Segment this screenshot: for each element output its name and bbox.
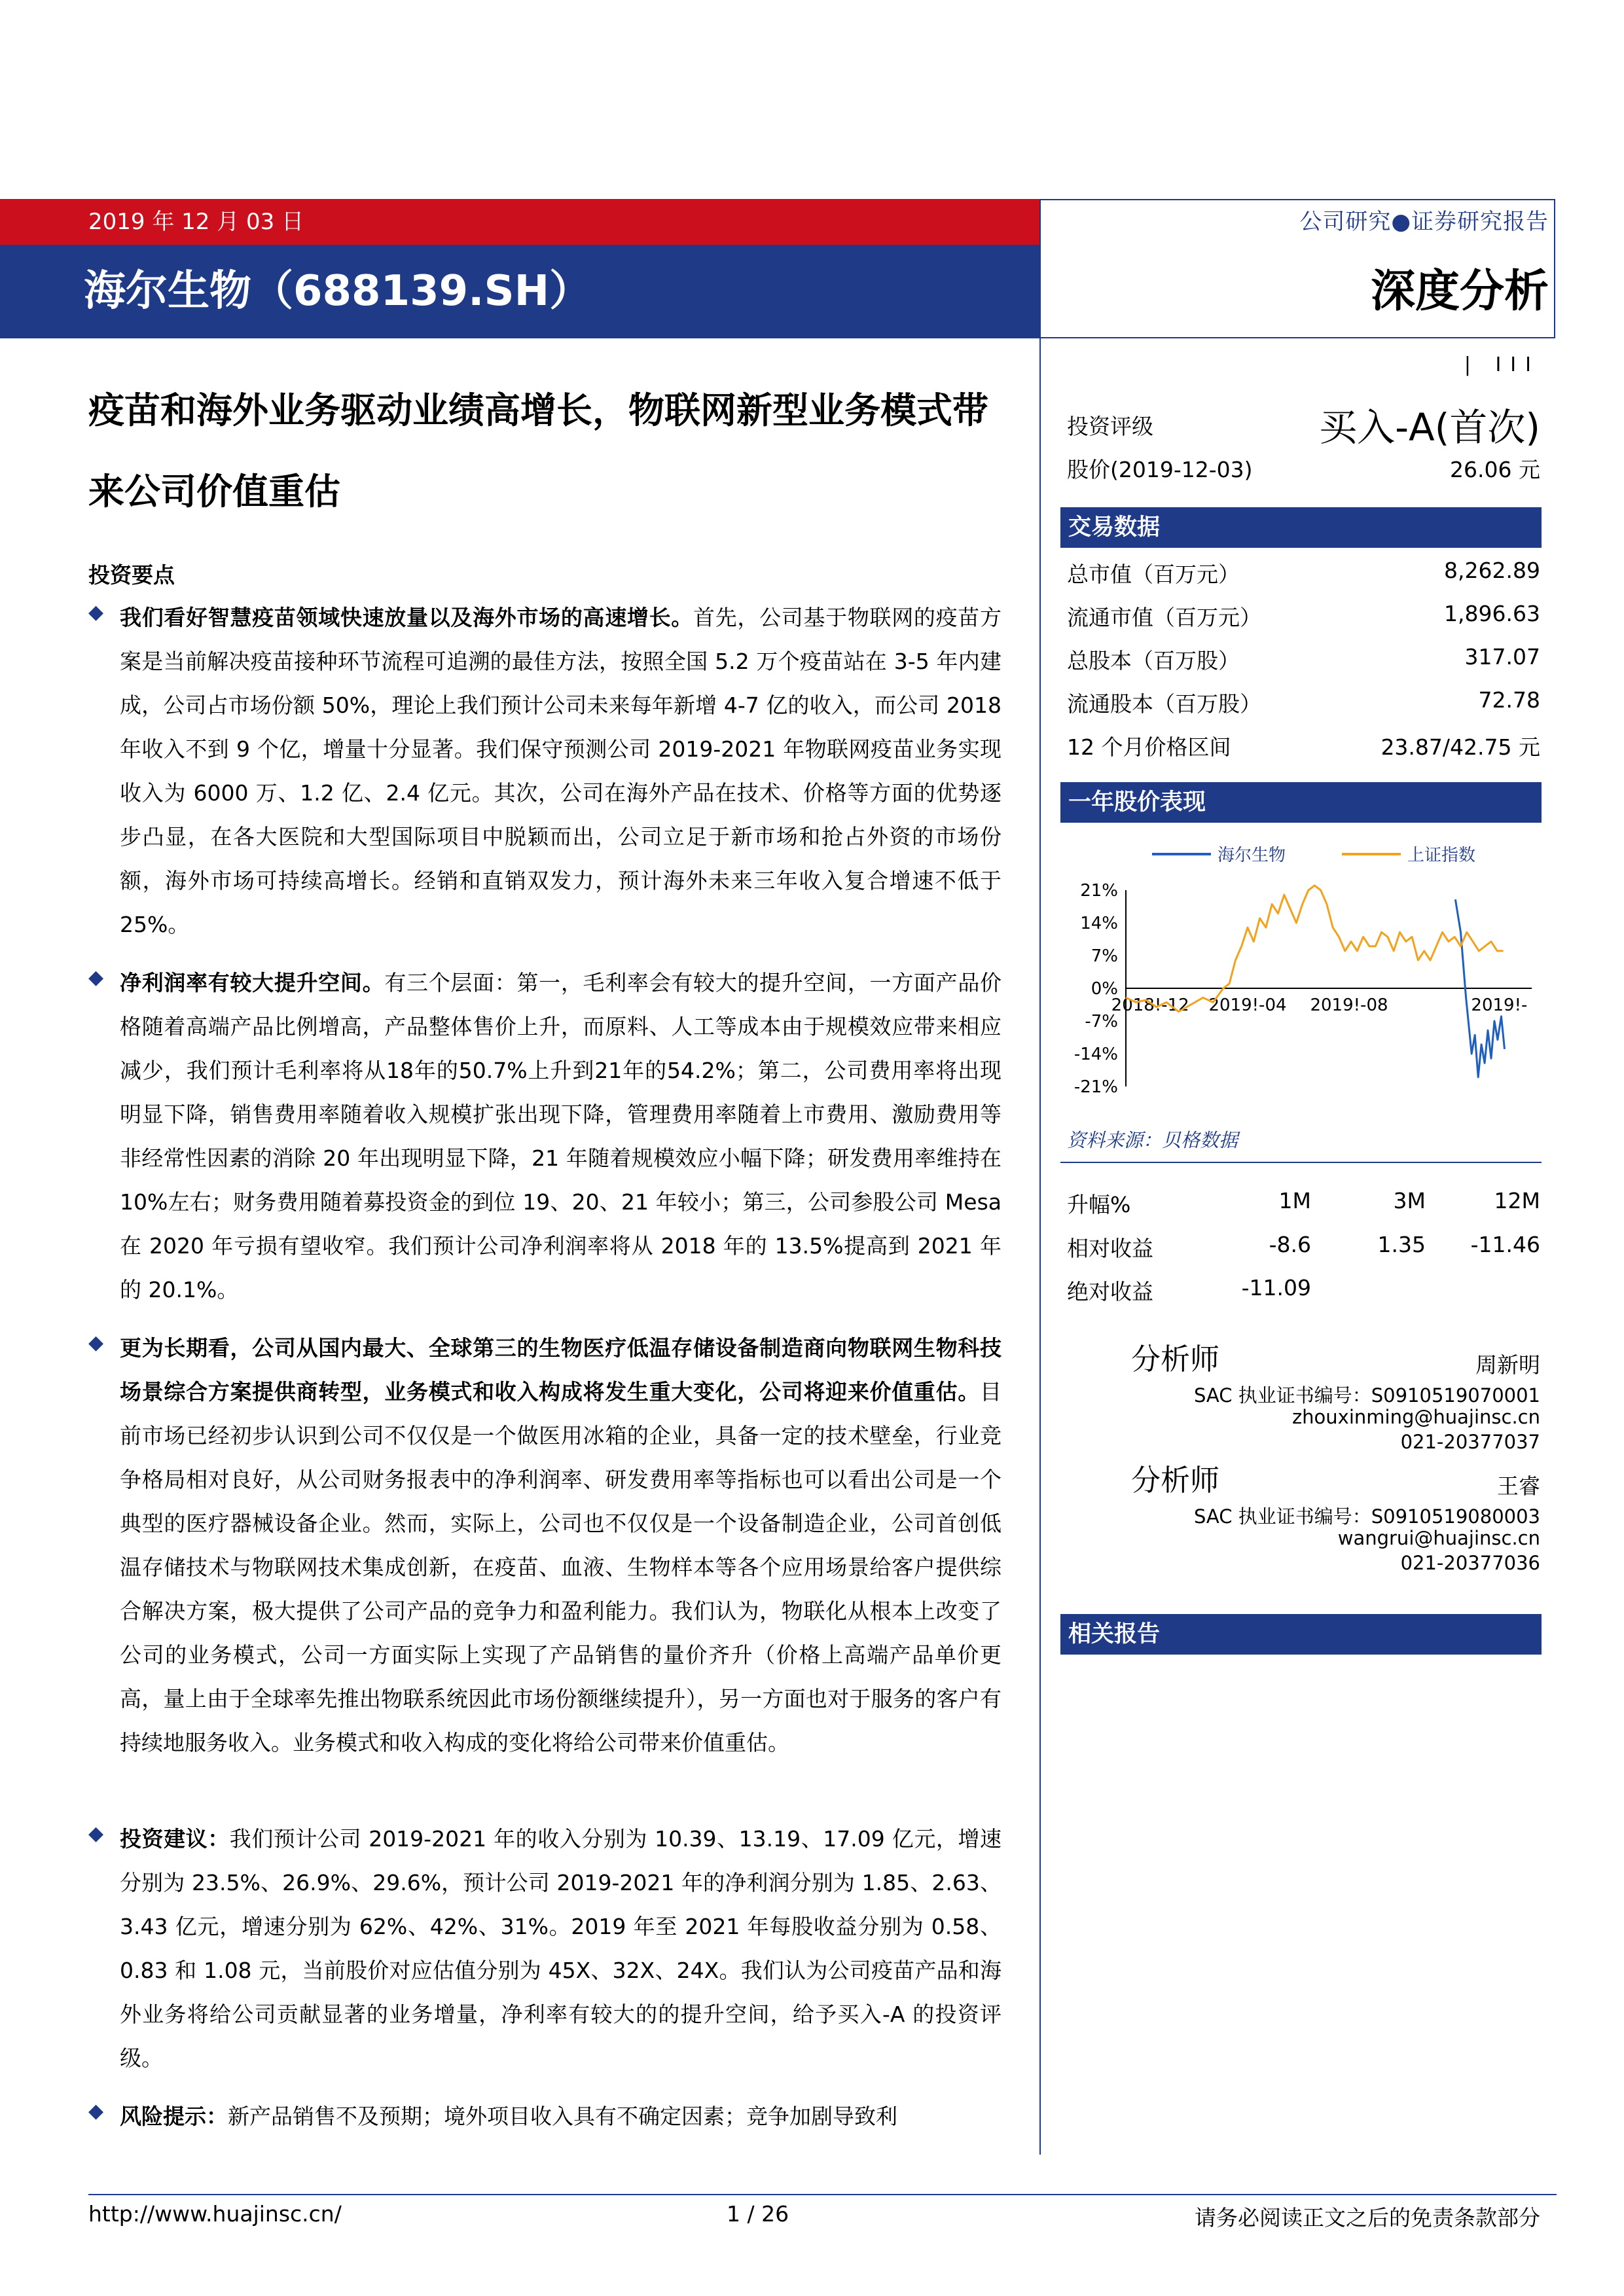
page-marks: | III [1464, 353, 1540, 376]
x-tick-label: 2018!-12 [1111, 996, 1189, 1015]
footer-divider [88, 2194, 1557, 2195]
diamond-bullet-icon: ◆ [88, 601, 104, 624]
analyst-cert: SAC 执业证书编号：S0910519070001 [1193, 1384, 1540, 1407]
perf-header-1m: 1M [1278, 1188, 1311, 1213]
report-category: 公司研究●证券研究报告 [1299, 209, 1549, 235]
price-value: 26.06 元 [1450, 457, 1540, 482]
perf-value-1m: -11.09 [1241, 1275, 1311, 1300]
chart-series [1126, 886, 1505, 1077]
perf-header-3m: 3M [1393, 1188, 1426, 1213]
x-tick-label: 2019!- [1471, 996, 1528, 1015]
chart-section-header: 一年股价表现 [1060, 782, 1542, 823]
bullet-text [120, 596, 1001, 946]
perf-header-label: 升幅% [1067, 1192, 1131, 1217]
trade-row-label: 总市值（百万元） [1067, 562, 1240, 587]
x-tick-label: 2019!-04 [1208, 996, 1287, 1015]
bullet-lead: 风险提示： [120, 2104, 228, 2129]
bullet-point [88, 596, 1001, 946]
rating-label: 投资评级 [1067, 414, 1153, 439]
bullet-lead: 更为长期看，公司从国内最大、全球第三的生物医疗低温存储设备制造商向物联网生物科技场景综合方案提供商转型，业务模式和收入构成将发生重大变化，公司将迎来价值重估。 [120, 1335, 1001, 1405]
bullet-point [88, 961, 1001, 1312]
bullet-body: 首先，公司基于物联网的疫苗方案是当前解决疫苗接种环节流程可追溯的最佳方法，按照全国 5.2 万个疫苗站在 3-5 年内建成，公司占市场份额 50%，理论上我们预计公司未来每年新增 4-7 亿的收入，而公司 2018 年收入不到 9 个亿，增量十分显著。我们保守预测公司 2019-2021 年物联网疫苗业务实现收入为 6000 万、1.2 亿、2.4 亿元。其次，公司在海外产品在技术、价格等方面的优势逐步凸显，在各大医院和大型国际项目中脱颖而出，公司立足于新市场和抢占外资的市场份额，海外市场可持续高增长。经销和直销双发力，预计海外未来三年收入复合增速不低于 25%。 [120, 605, 1002, 937]
source-divider [1060, 1162, 1542, 1163]
trade-row-label: 流通股本（百万股） [1067, 691, 1261, 717]
bullet-point [88, 1326, 1001, 1765]
trade-data-header: 交易数据 [1060, 507, 1542, 548]
perf-header-12m: 12M [1494, 1188, 1540, 1213]
analyst-title: 分析师 [1131, 1463, 1220, 1498]
analyst-email[interactable]: wangrui@huajinsc.cn [1337, 1527, 1540, 1549]
bullet-body: 目前市场已经初步认识到公司不仅仅是一个做医用冰箱的企业，具备一定的技术壁垒，行业竞争格局相对良好，从公司财务报表中的净利润率、研发费用率等指标也可以看出公司是一个典型的医疗器械设备企业。然而，实际上，公司也不仅仅是一个设备制造企业，公司首创低温存储技术与物联网技术集成创新，在疫苗、血液、生物样本等各个应用场景给客户提供综合解决方案，极大提供了公司产品的竞争力和盈利能力。我们认为，物联化从根本上改变了公司的业务模式，公司一方面实际上实现了产品销售的量价齐升（价格上高端产品单价更高，量上由于全球率先推出物联系统因此市场份额继续提升），另一方面也对于服务的客户有持续地服务收入。业务模式和收入构成的变化将给公司带来价值重估。 [120, 1379, 1001, 1755]
related-reports-header: 相关报告 [1060, 1614, 1542, 1655]
trade-row-value: 72.78 [1478, 687, 1540, 713]
legend-label: 上证指数 [1407, 846, 1476, 865]
bullet-text [120, 2094, 1001, 2138]
chart-source: 资料来源：贝格数据 [1067, 1129, 1238, 1151]
trade-row-label: 12 个月价格区间 [1067, 734, 1231, 760]
x-tick-label: 2019!-08 [1310, 996, 1388, 1015]
bullet-text [120, 1326, 1001, 1765]
trade-row-value: 1,896.63 [1444, 601, 1540, 626]
bullet-point [88, 1817, 1001, 2080]
perf-row-label: 绝对收益 [1067, 1279, 1153, 1304]
y-tick-label: -14% [1074, 1045, 1118, 1064]
analyst-title: 分析师 [1131, 1342, 1220, 1376]
trade-row-value: 23.87/42.75 元 [1380, 734, 1540, 760]
y-tick-label: 0% [1091, 979, 1118, 999]
y-tick-label: 14% [1080, 914, 1118, 933]
analyst-phone: 021-20377037 [1400, 1431, 1540, 1453]
perf-value-3m: 1.35 [1377, 1232, 1426, 1257]
analyst-name: 王睿 [1497, 1473, 1540, 1499]
trade-row-label: 流通市值（百万元） [1067, 605, 1261, 630]
company-name: 海尔生物（688139.SH） [84, 267, 592, 315]
chart-legend [1152, 846, 1475, 865]
perf-row-label: 相对收益 [1067, 1236, 1153, 1261]
page-number: 1 / 26 [727, 2201, 789, 2227]
rating-value: 买入-A(首次) [1319, 405, 1540, 450]
bullet-body: 有三个层面：第一，毛利率会有较大的提升空间，一方面产品价格随着高端产品比例增高，产品整体售价上升，而原料、人工等成本由于规模效应带来相应减少，我们预计毛利率将从18年的50.7%上升到21年的54.2%；第二，公司费用率将出现明显下降，销售费用率随着收入规模扩张出现下降，管理费用率随着上市费用、激励费用等非经常性因素的消除 20 年出现明显下降，21 年随着规模效应小幅下降；研发费用率维持在 10%左右；财务费用随着募投资金的到位 19、20、21 年较小；第三，公司参股公司 Mesa 在 2020 年亏损有望收窄。我们预计公司净利润率将从 2018 年的 13.5%提高到 2021 年的 20.1%。 [120, 970, 1002, 1302]
series-line [1126, 886, 1504, 1012]
diamond-bullet-icon: ◆ [88, 1822, 104, 1845]
report-date: 2019 年 12 月 03 日 [88, 209, 304, 235]
bullet-point [88, 2094, 1001, 2138]
diamond-bullet-icon: ◆ [88, 966, 104, 989]
footer-url[interactable]: http://www.huajinsc.cn/ [88, 2201, 342, 2227]
analyst-cert: SAC 执业证书编号：S0910519080003 [1193, 1505, 1540, 1528]
y-tick-label: -7% [1085, 1012, 1118, 1031]
analyst-email[interactable]: zhouxinming@huajinsc.cn [1291, 1406, 1540, 1428]
footer-disclaimer: 请务必阅读正文之后的免责条款部分 [1195, 2205, 1540, 2231]
chart-axes [1074, 881, 1532, 1097]
bullet-text [120, 961, 1001, 1312]
trade-row-value: 8,262.89 [1444, 558, 1540, 583]
legend-label: 海尔生物 [1218, 846, 1286, 865]
bullet-body: 我们预计公司 2019-2021 年的收入分别为 10.39、13.19、17.09 亿元，增速分别为 23.5%、26.9%、29.6%，预计公司 2019-2021 年的净利润分别为 1.85、2.63、3.43 亿元，增速分别为 62%、42%、31%。2019 年至 2021 年每股收益分别为 0.58、0.83 和 1.08 元，当前股价对应估值分别为 45X、32X、24X。我们认为公司疫苗产品和海外业务将给公司贡献显著的业务增量，净利率有较大的的提升空间，给予买入-A 的投资评级。 [120, 1826, 1002, 2071]
bullet-body: 新产品销售不及预期；境外项目收入具有不确定因素；竞争加剧导致利 [228, 2104, 897, 2129]
bullet-text [120, 1817, 1001, 2080]
bullet-lead: 我们看好智慧疫苗领域快速放量以及海外市场的高速增长。 [120, 605, 693, 630]
analyst-phone: 021-20377036 [1400, 1552, 1540, 1574]
bullet-lead: 净利润率有较大提升空间。 [120, 970, 385, 996]
column-divider [1039, 338, 1041, 2155]
diamond-bullet-icon: ◆ [88, 2100, 104, 2123]
y-tick-label: 21% [1080, 881, 1118, 901]
perf-value-1m: -8.6 [1269, 1232, 1311, 1257]
analyst-name: 周新明 [1475, 1352, 1540, 1378]
report-title: 疫苗和海外业务驱动业绩高增长，物联网新型业务模式带来公司价值重估 [88, 389, 989, 512]
y-tick-label: 7% [1091, 946, 1118, 966]
price-label: 股价(2019-12-03) [1067, 457, 1253, 482]
y-tick-label: -21% [1074, 1077, 1118, 1097]
bullet-lead: 投资建议： [120, 1826, 230, 1852]
section-label: 投资要点 [88, 562, 175, 588]
trade-row-value: 317.07 [1464, 644, 1540, 670]
stock-performance-chart [1060, 831, 1558, 1113]
diamond-bullet-icon: ◆ [88, 1331, 104, 1354]
trade-row-label: 总股本（百万股） [1067, 648, 1240, 673]
report-type: 深度分析 [1370, 266, 1549, 317]
perf-value-12m: -11.46 [1470, 1232, 1540, 1257]
